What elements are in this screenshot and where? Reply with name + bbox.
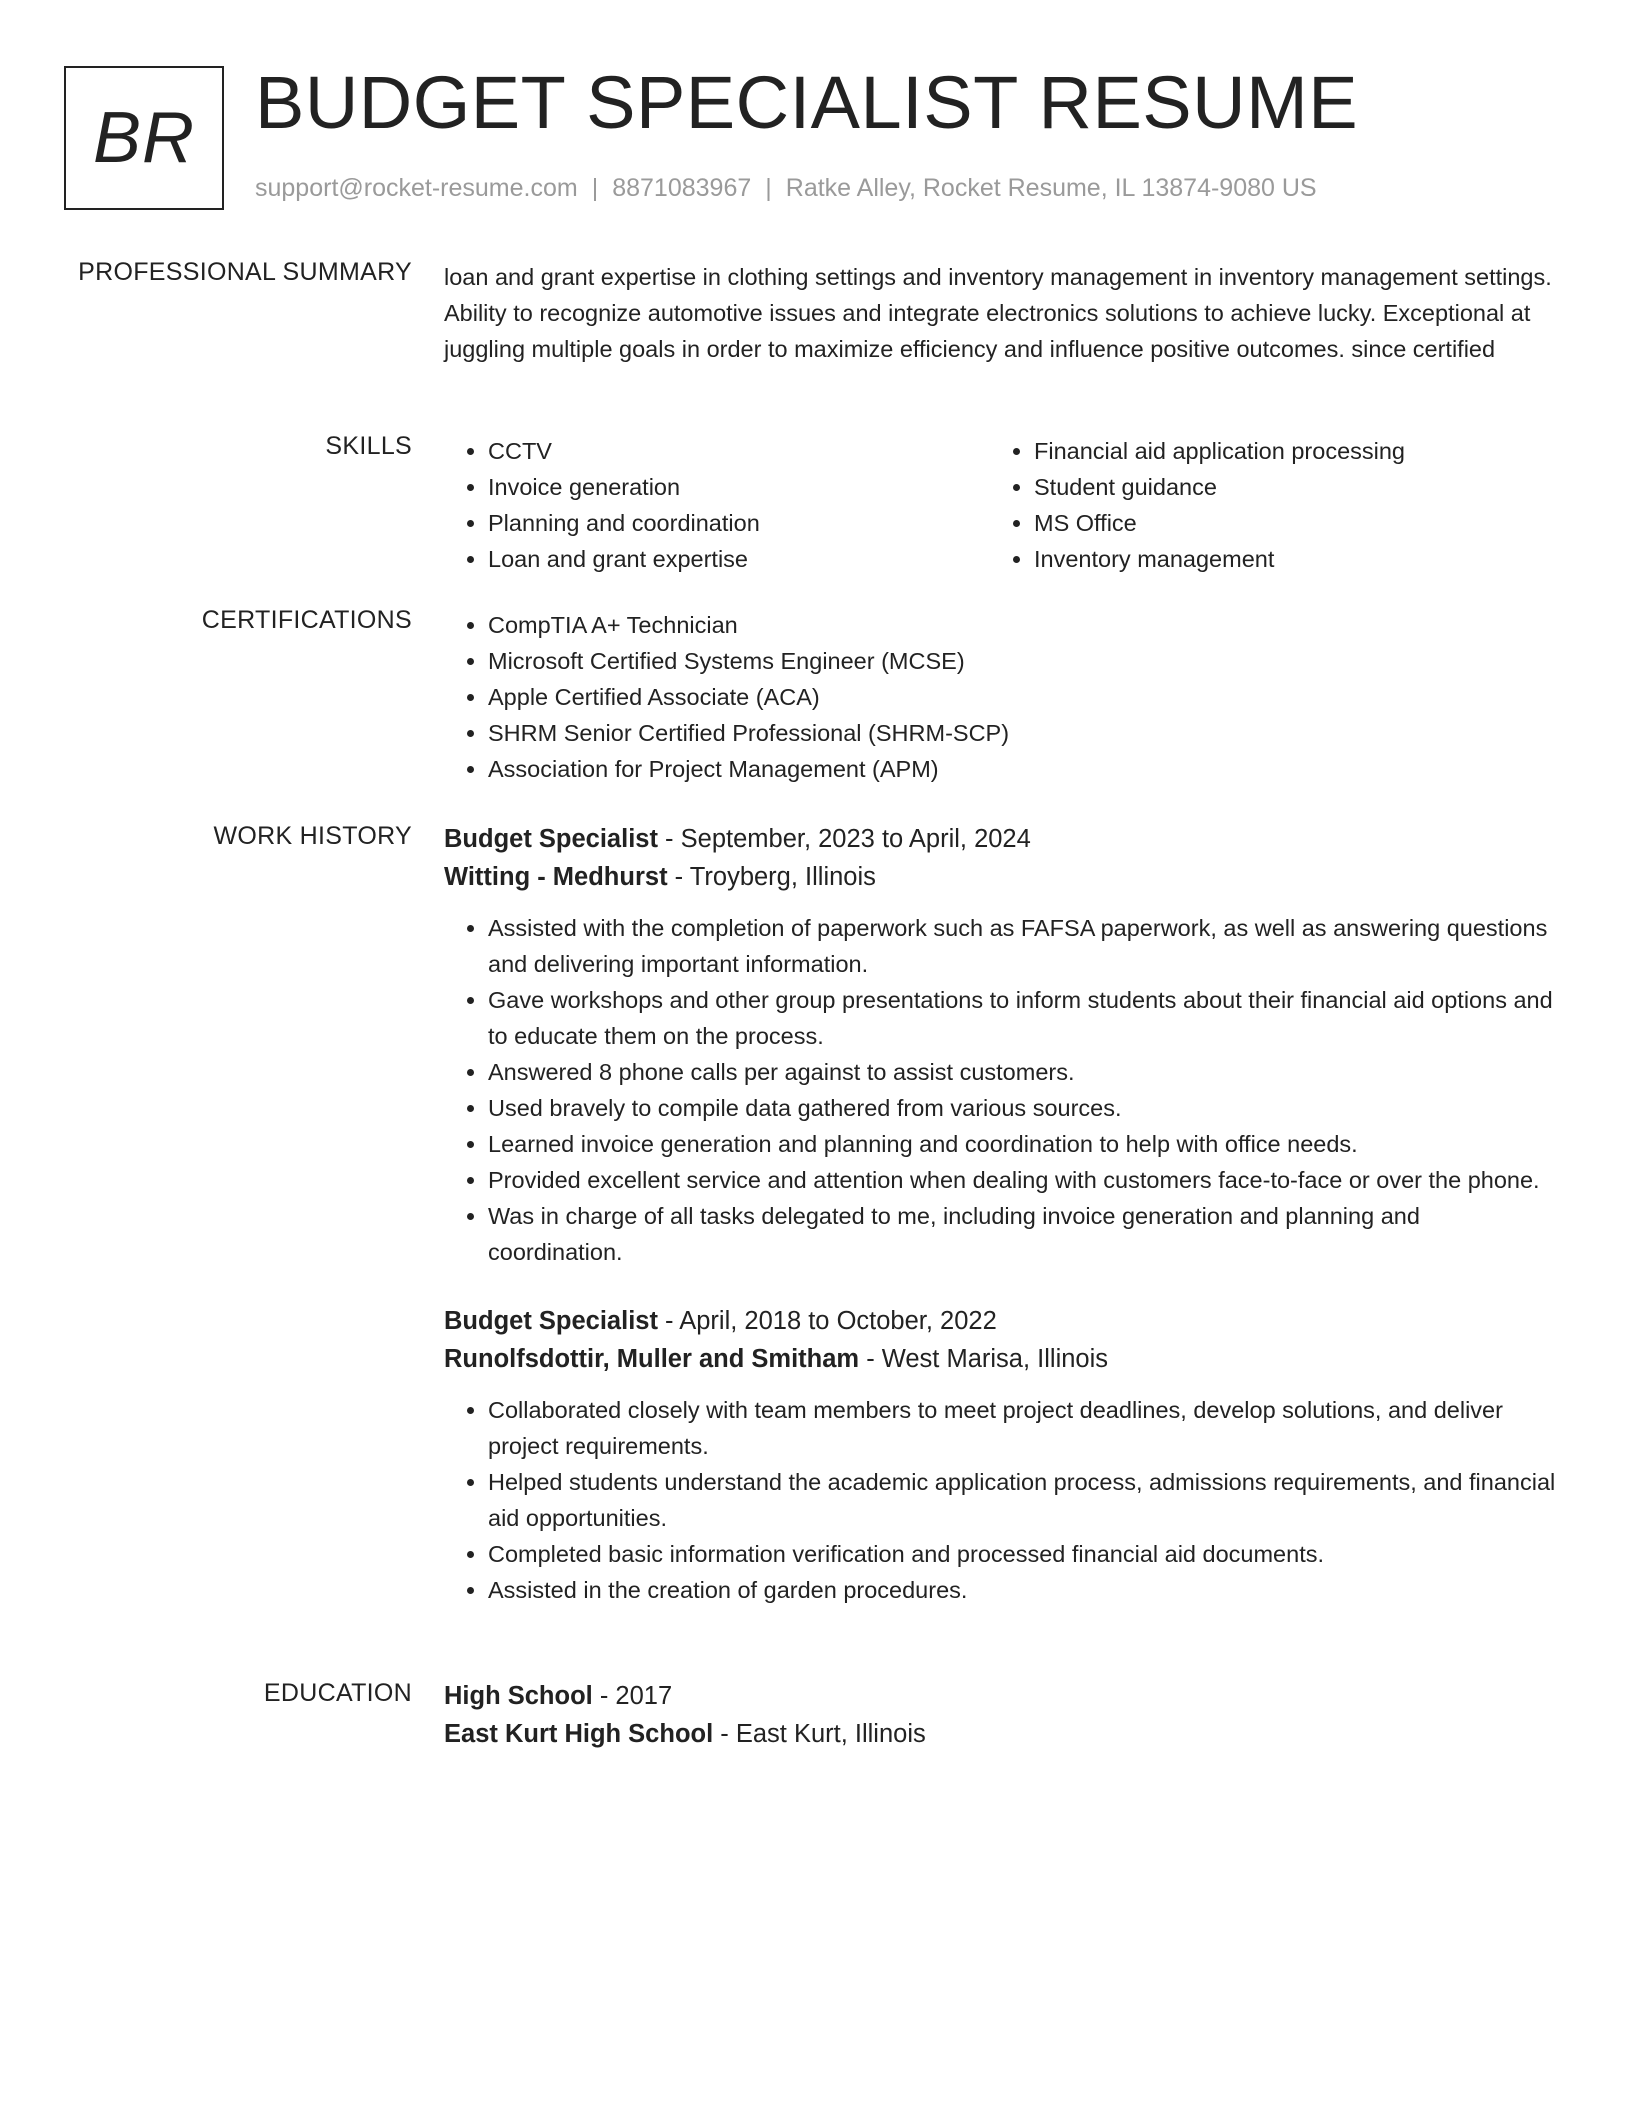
skill-item: • Planning and coordination: [488, 505, 990, 541]
skill-item: • Loan and grant expertise: [488, 541, 990, 577]
education-body: [444, 1677, 1556, 1753]
certification-item: • SHRM Senior Certified Professional (SHRM-SCP): [488, 715, 1556, 751]
job-title: Budget Specialist: [444, 825, 658, 853]
summary-text: loan and grant expertise in clothing settings and inventory management in inventory management settings. Ability to recognize automotive issues and integrate electronics solutions to achieve lucky. Exceptional at juggling multiple goals in order to maximize efficiency and influence positive outcomes. since certified: [444, 264, 1552, 362]
job-bullet: • Completed basic information verification and processed financial aid documents.: [488, 1536, 1556, 1572]
job-bullet: • Answered 8 phone calls per against to assist customers.: [488, 1054, 1556, 1090]
job-bullet: • Assisted with the completion of paperwork such as FAFSA paperwork, as well as answering questions and delivering important information.: [488, 910, 1556, 982]
job-title: Budget Specialist: [444, 1307, 658, 1335]
job-title-line: [444, 820, 1556, 858]
skill-item: • Financial aid application processing: [1034, 433, 1536, 469]
job-dates: - April, 2018 to October, 2022: [657, 1307, 997, 1335]
certification-item: • Association for Project Management (APM): [488, 751, 1556, 787]
skills-body: [444, 433, 1556, 577]
skill-item: • Inventory management: [1034, 541, 1536, 577]
job-entry: [444, 1302, 1556, 1608]
job-bullet: • Helped students understand the academic application process, admissions requirements, and financial aid opportunities.: [488, 1464, 1556, 1536]
skill-item: • CCTV: [488, 433, 990, 469]
skill-item: • Invoice generation: [488, 469, 990, 505]
monogram-logo: BR: [64, 66, 224, 210]
job-location: - West Marisa, Illinois: [859, 1345, 1109, 1373]
job-company-line: [444, 858, 1556, 896]
job-bullet: • Used bravely to compile data gathered from various sources.: [488, 1090, 1556, 1126]
job-bullet: • Collaborated closely with team members to meet project deadlines, develop solutions, and deliver project requirements.: [488, 1392, 1556, 1464]
education-school-line: [444, 1715, 1556, 1753]
summary-body: [444, 259, 1556, 367]
resume-header: [64, 61, 1564, 210]
education-degree-line: [444, 1677, 1556, 1715]
section-label-education: EDUCATION: [263, 1679, 412, 1707]
job-bullets: [444, 910, 1556, 1270]
certification-item: • Apple Certified Associate (ACA): [488, 679, 1556, 715]
job-bullet: • Learned invoice generation and planning and coordination to help with office needs.: [488, 1126, 1556, 1162]
education-degree: High School: [444, 1682, 593, 1710]
job-bullet: • Provided excellent service and attention when dealing with customers face-to-face or over the phone.: [488, 1162, 1556, 1198]
skill-item: • MS Office: [1034, 505, 1536, 541]
job-bullet: • Gave workshops and other group presentations to inform students about their financial aid options and to educate them on the process.: [488, 982, 1556, 1054]
education-location: - East Kurt, Illinois: [713, 1720, 926, 1748]
job-company: Runolfsdottir, Muller and Smitham: [444, 1345, 860, 1373]
job-company: Witting - Medhurst: [444, 863, 668, 891]
resume-title: BUDGET SPECIALIST RESUME: [255, 61, 1359, 144]
education-school: East Kurt High School: [444, 1720, 714, 1748]
job-bullet: • Was in charge of all tasks delegated to me, including invoice generation and planning and coordination.: [488, 1198, 1556, 1270]
job-bullet: • Assisted in the creation of garden procedures.: [488, 1572, 1556, 1608]
job-company-line: [444, 1340, 1556, 1378]
job-bullets: [444, 1392, 1556, 1608]
section-label-skills: SKILLS: [325, 432, 412, 460]
contact-phone[interactable]: 8871083967: [612, 174, 752, 202]
contact-separator: |: [765, 174, 772, 202]
work-history-body: [444, 820, 1556, 1640]
section-label-work-history: WORK HISTORY: [213, 822, 412, 850]
skills-grid: [444, 433, 1556, 577]
job-location: - Troyberg, Illinois: [667, 863, 876, 891]
contact-line: [255, 174, 1317, 203]
job-dates: - September, 2023 to April, 2024: [657, 825, 1031, 853]
job-entry: [444, 820, 1556, 1270]
contact-separator: |: [591, 174, 599, 202]
section-label-summary: PROFESSIONAL SUMMARY: [78, 258, 412, 286]
section-label-certifications: CERTIFICATIONS: [201, 606, 412, 634]
certifications-body: [444, 607, 1556, 787]
contact-email[interactable]: support@rocket-resume.com: [255, 174, 578, 202]
certification-item: • CompTIA A+ Technician: [488, 607, 1556, 643]
contact-address: Ratke Alley, Rocket Resume, IL 13874-9080 US: [785, 174, 1317, 202]
skills-column-left: [444, 433, 990, 577]
education-year: - 2017: [592, 1682, 673, 1710]
skills-column-right: [990, 433, 1536, 577]
job-title-line: [444, 1302, 1556, 1340]
certification-item: • Microsoft Certified Systems Engineer (MCSE): [488, 643, 1556, 679]
skill-item: • Student guidance: [1034, 469, 1536, 505]
